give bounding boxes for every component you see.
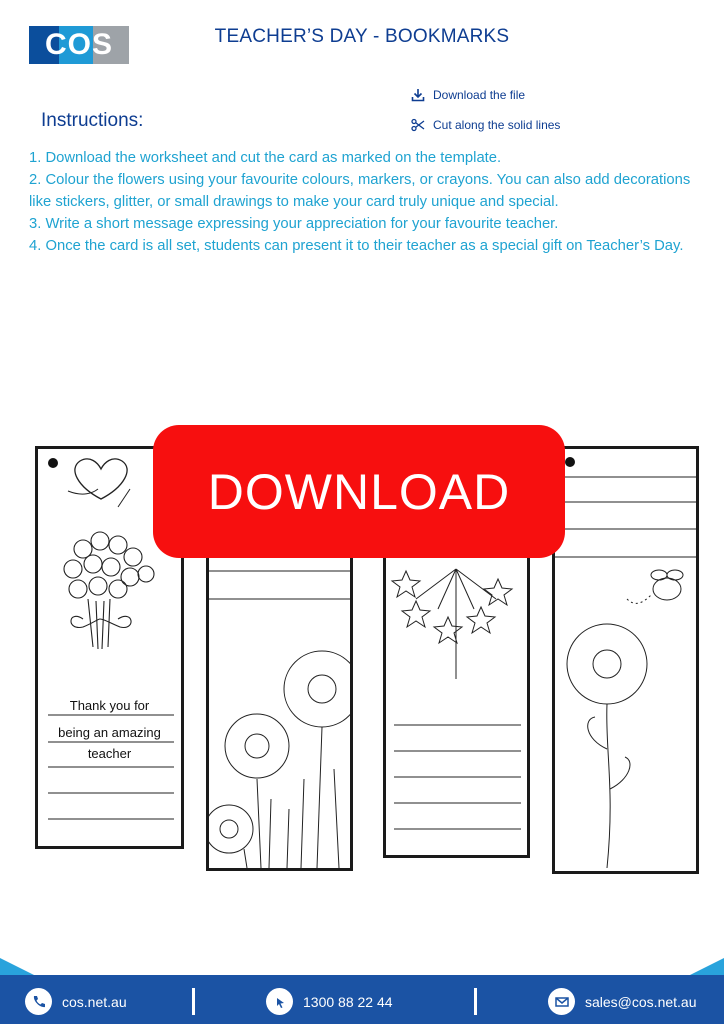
logo-text: COS	[29, 26, 129, 64]
bookmark-bee-flower	[552, 446, 699, 874]
cos-logo	[29, 26, 129, 64]
tip-download-label: Download the file	[433, 88, 526, 102]
download-icon	[411, 88, 425, 102]
footer-website[interactable]	[25, 988, 127, 1015]
bookmark-1-line-3: teacher	[87, 746, 132, 761]
instruction-step: 3. Write a short message expressing your appreciation for your favourite teacher.	[29, 216, 559, 232]
scissors-icon	[411, 118, 425, 132]
instruction-step: 4. Once the card is all set, students can present it to their teacher as a special gift on Teacher’s Day.	[29, 238, 684, 254]
bookmark-1-line-2: being an amazing	[58, 725, 161, 740]
tip-download	[411, 88, 525, 102]
instruction-steps	[29, 147, 695, 257]
instruction-step: 1. Download the worksheet and cut the card as marked on the template.	[29, 150, 502, 166]
phone-icon	[25, 988, 52, 1015]
instruction-step: 2. Colour the flowers using your favourite colours, markers, or crayons. You can also add decorations like stickers, glitter, or small drawings to make your card truly unique and special.	[29, 172, 691, 210]
download-button[interactable]: DOWNLOAD	[153, 425, 565, 558]
footer-divider	[192, 988, 195, 1015]
footer-phone-label: 1300 88 22 44	[303, 993, 393, 1010]
tip-cut	[411, 118, 560, 132]
footer-website-label: cos.net.au	[62, 993, 127, 1010]
footer-phone[interactable]	[266, 988, 393, 1015]
instructions-title: Instructions:	[41, 110, 144, 131]
mail-icon	[548, 988, 575, 1015]
tip-cut-label: Cut along the solid lines	[433, 118, 561, 132]
cursor-click-icon	[266, 988, 293, 1015]
footer-email[interactable]	[548, 988, 697, 1015]
bookmark-4-artwork	[555, 449, 696, 871]
bookmark-1-line-1: Thank you for	[69, 698, 150, 713]
page-title: TEACHER’S DAY - BOOKMARKS	[214, 26, 510, 47]
footer-email-label: sales@cos.net.au	[585, 993, 697, 1010]
footer-divider	[474, 988, 477, 1015]
